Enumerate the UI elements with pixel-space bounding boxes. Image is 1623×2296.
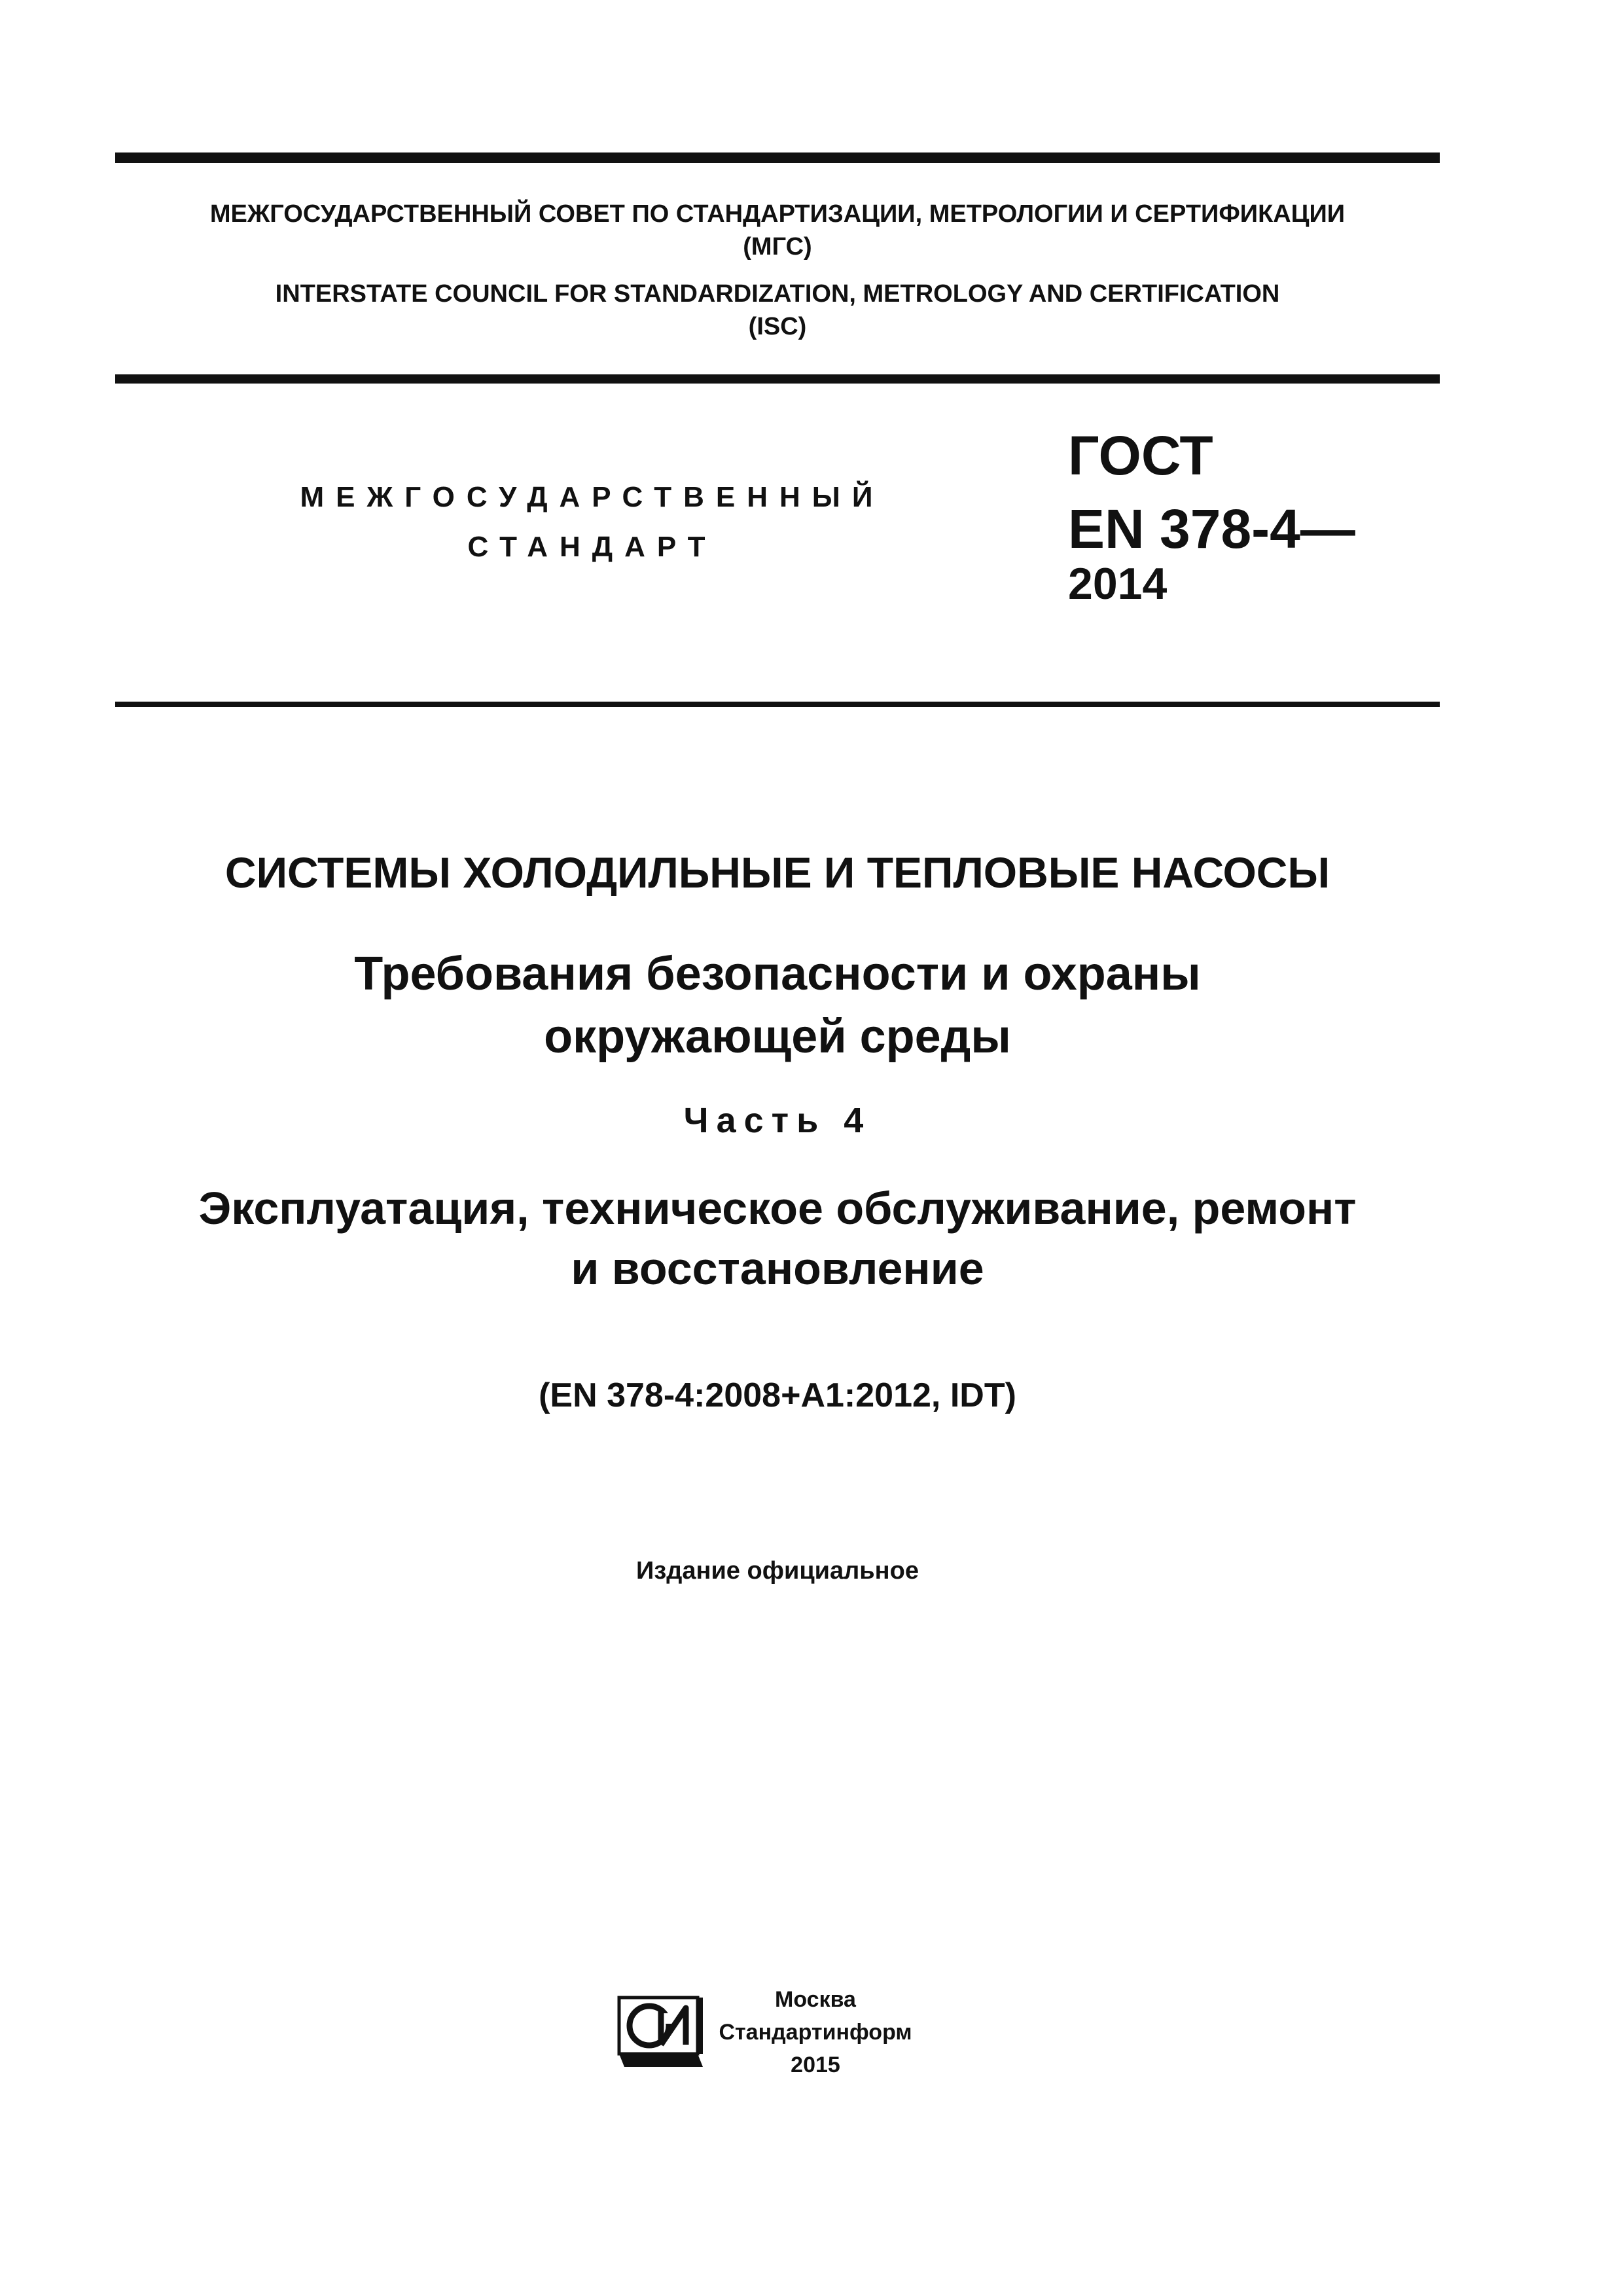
council-en-abbr: (ISC) [748,313,807,340]
publisher-name: Стандартинформ [719,2020,912,2045]
publisher-logo-icon [615,1994,707,2072]
council-ru-line1: МЕЖГОСУДАРСТВЕННЫЙ СОВЕТ ПО СТАНДАРТИЗАЦИИ, МЕТРОЛОГИИ И СЕРТИФИКАЦИИ [209,200,1346,228]
publisher-info [717,1983,914,2081]
council-en-line1: INTERSTATE COUNCIL FOR STANDARDIZATION, METROLOGY AND CERTIFICATION [275,280,1280,308]
council-ru-abbr: (МГС) [743,233,812,260]
standard-type [249,473,936,572]
part-title-line2: и восстановление [571,1243,984,1294]
council-name-en [115,278,1440,343]
publisher-city: Москва [775,1987,856,2012]
edition-label: Издание официальное [636,1557,919,1585]
top-rule [115,152,1440,163]
bottom-rule [115,702,1440,707]
standard-code-line2: EN 378-4— [1068,498,1355,560]
standard-code [1068,419,1355,565]
middle-rule [115,374,1440,384]
document-part: Часть 4 [683,1101,872,1140]
publisher-year: 2015 [791,2053,840,2077]
part-title [115,1178,1440,1299]
part-title-line1: Эксплуатация, техническое обслуживание, ремонт [198,1183,1357,1234]
standard-type-line1: МЕЖГОСУДАРСТВЕННЫЙ [300,481,885,513]
en-reference: (EN 378-4:2008+A1:2012, IDT) [539,1376,1016,1414]
standard-year: 2014 [1068,559,1168,609]
document-title: СИСТЕМЫ ХОЛОДИЛЬНЫЕ И ТЕПЛОВЫЕ НАСОСЫ [224,848,1330,897]
document-subtitle [115,942,1440,1068]
document-subtitle-line1: Требования безопасности и охраны [354,948,1201,1000]
document-subtitle-line2: окружающей среды [544,1011,1011,1063]
standard-code-line1: ГОСТ [1068,425,1213,486]
council-name-ru [115,198,1440,263]
standard-type-line2: СТАНДАРТ [467,531,717,563]
